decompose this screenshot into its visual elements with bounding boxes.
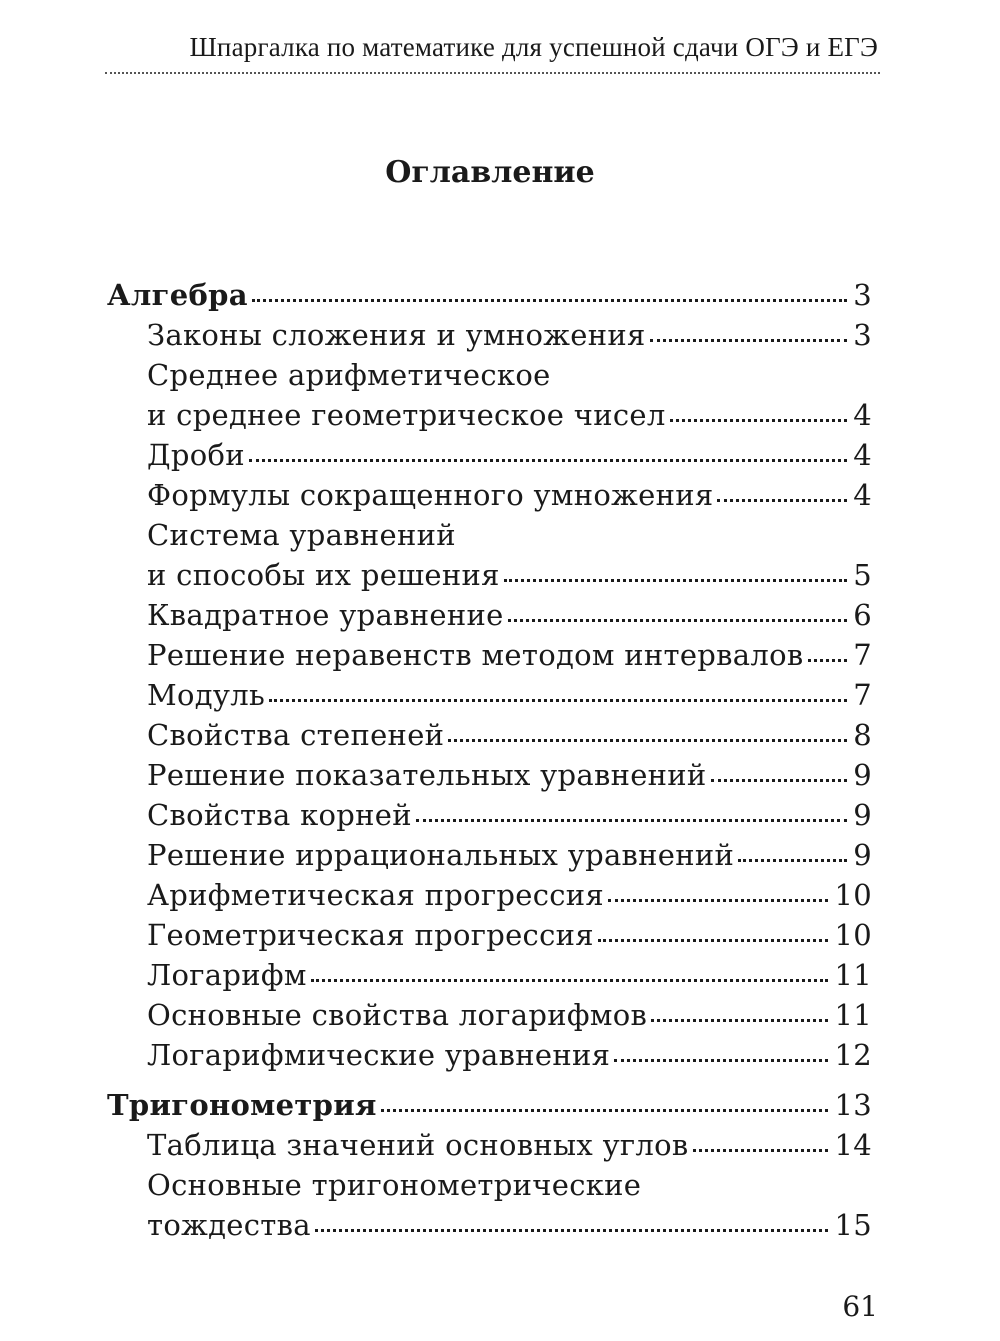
toc-entry[interactable]: [107, 515, 872, 555]
toc-entry-page: 3: [853, 318, 872, 352]
toc-entry[interactable]: [107, 715, 872, 755]
toc-title: Оглавление: [385, 155, 595, 190]
toc-entry-page: 10: [834, 878, 872, 912]
toc-entry-label: Квадратное уравнение: [147, 598, 504, 632]
toc-entry-page: 13: [834, 1088, 872, 1122]
dot-leader: [693, 1149, 829, 1152]
toc-entry-page: 15: [834, 1208, 872, 1242]
dot-leader: [448, 739, 847, 742]
dot-leader: [315, 1229, 829, 1232]
page-number: 61: [842, 1290, 878, 1323]
toc-entry[interactable]: [107, 435, 872, 475]
toc-entry-label: Алгебра: [107, 278, 248, 312]
toc-entry[interactable]: [107, 1035, 872, 1075]
toc-entry-label: Свойства степеней: [147, 718, 445, 752]
dot-leader: [508, 619, 848, 622]
toc-entry-label: Дроби: [147, 438, 245, 472]
table-of-contents: [107, 275, 872, 1245]
dot-leader: [670, 419, 848, 422]
toc-entry[interactable]: [107, 955, 872, 995]
toc-entry-page: 4: [853, 478, 872, 512]
toc-entry-label: и способы их решения: [147, 558, 500, 592]
toc-entry[interactable]: [107, 315, 872, 355]
toc-entry[interactable]: [107, 995, 872, 1035]
toc-entry-page: 6: [853, 598, 872, 632]
dot-leader: [598, 939, 829, 942]
toc-entry-label: Решение показательных уравнений: [147, 758, 707, 792]
toc-entry-page: 12: [834, 1038, 872, 1072]
toc-entry-label: Среднее арифметическое: [147, 358, 551, 392]
dot-leader: [608, 899, 828, 902]
toc-entry-label: Арифметическая прогрессия: [147, 878, 605, 912]
toc-entry[interactable]: [107, 1165, 872, 1205]
toc-entry-label: Основные свойства логарифмов: [147, 998, 648, 1032]
toc-entry-label: Формулы сокращенного умножения: [147, 478, 714, 512]
toc-section-trigonometry[interactable]: [107, 1085, 872, 1125]
toc-entry-page: 11: [834, 958, 872, 992]
dot-leader: [416, 819, 847, 822]
dot-leader: [650, 339, 848, 342]
toc-entry-label: Решение иррациональных уравнений: [147, 838, 735, 872]
toc-entry-page: 9: [853, 758, 872, 792]
toc-entry-page: 8: [853, 718, 872, 752]
toc-entry-label: Таблица значений основных углов: [147, 1128, 689, 1162]
toc-entry-label: Модуль: [147, 678, 266, 712]
toc-entry[interactable]: [107, 475, 872, 515]
toc-entry-label: Система уравнений: [147, 518, 456, 552]
toc-entry-label: Логарифмические уравнения: [147, 1038, 611, 1072]
toc-entry-page: 10: [834, 918, 872, 952]
toc-entry-page: 5: [853, 558, 872, 592]
dot-leader: [252, 299, 847, 302]
toc-entry-page: 3: [853, 278, 872, 312]
toc-entry-label: и среднее геометрическое чисел: [147, 398, 666, 432]
dot-leader: [717, 499, 847, 502]
toc-entry-label: Логарифм: [147, 958, 307, 992]
toc-entry[interactable]: [107, 355, 872, 395]
dot-leader: [381, 1109, 829, 1112]
toc-entry-page: 4: [853, 438, 872, 472]
toc-entry-label: Геометрическая прогрессия: [147, 918, 594, 952]
toc-entry-page: 9: [853, 798, 872, 832]
toc-entry[interactable]: [107, 755, 872, 795]
toc-entry-page: 7: [853, 678, 872, 712]
toc-entry[interactable]: [107, 675, 872, 715]
toc-entry-page: 14: [834, 1128, 872, 1162]
toc-section-algebra[interactable]: [107, 275, 872, 315]
toc-entry-label: Тригонометрия: [107, 1088, 377, 1122]
toc-entry[interactable]: [107, 1125, 872, 1165]
dot-leader: [311, 979, 829, 982]
toc-entry-page: 7: [853, 638, 872, 672]
toc-entry[interactable]: [107, 395, 872, 435]
dot-leader: [808, 659, 848, 662]
toc-entry[interactable]: [107, 1205, 872, 1245]
dot-leader: [651, 1019, 828, 1022]
toc-entry-page: 11: [834, 998, 872, 1032]
toc-entry-page: 4: [853, 398, 872, 432]
running-head: Шпаргалка по математике для успешной сдачи ОГЭ и ЕГЭ: [189, 32, 878, 62]
toc-entry-label: Основные тригонометрические: [147, 1168, 642, 1202]
toc-entry-label: Решение неравенств методом интервалов: [147, 638, 804, 672]
toc-entry[interactable]: [107, 835, 872, 875]
toc-entry[interactable]: [107, 555, 872, 595]
toc-entry-page: 9: [853, 838, 872, 872]
toc-entry[interactable]: [107, 915, 872, 955]
toc-entry-label: тождества: [147, 1208, 311, 1242]
dot-leader: [249, 459, 847, 462]
dot-leader: [711, 779, 848, 782]
toc-entry[interactable]: [107, 795, 872, 835]
header-divider: [105, 72, 880, 74]
dot-leader: [504, 579, 847, 582]
dot-leader: [738, 859, 847, 862]
toc-entry-label: Законы сложения и умножения: [147, 318, 646, 352]
toc-entry[interactable]: [107, 875, 872, 915]
dot-leader: [614, 1059, 828, 1062]
toc-entry[interactable]: [107, 635, 872, 675]
toc-entry[interactable]: [107, 595, 872, 635]
toc-entry-label: Свойства корней: [147, 798, 412, 832]
dot-leader: [269, 699, 847, 702]
